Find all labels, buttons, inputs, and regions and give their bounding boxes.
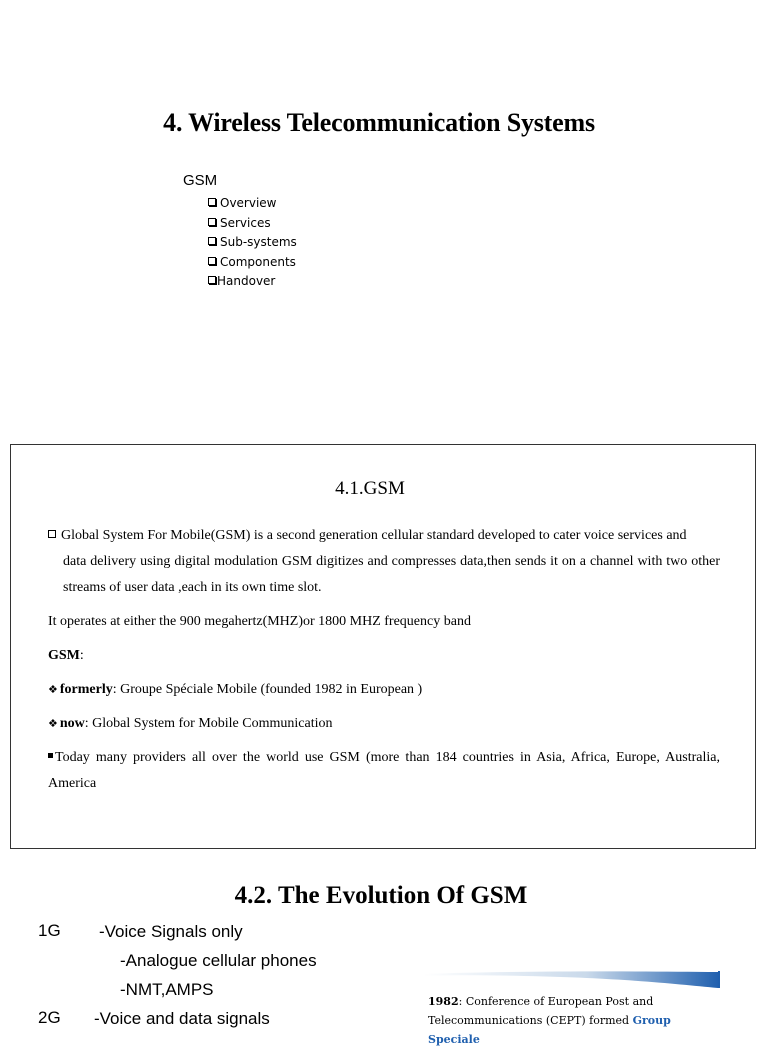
gsm-sublabel-colon: : <box>79 648 84 663</box>
topic-item <box>208 194 297 214</box>
checkbox-bullet-icon <box>48 530 56 538</box>
generation-detail: -Voice and data signals <box>94 1009 270 1028</box>
paragraph-continuation: data delivery using digital modulation GSM digitizes and compresses data,then sends it on a channel with two other streams of user data ,each in its own time slot. <box>63 554 720 595</box>
checkbox-bullet-icon <box>208 237 216 245</box>
generation-detail: -Voice Signals only <box>99 922 243 941</box>
checkbox-bullet-icon <box>208 257 216 265</box>
now-label: now <box>59 716 85 731</box>
gsm-sublabel-bold: GSM <box>48 648 80 663</box>
topic-item <box>208 214 297 234</box>
timeline-header-bar <box>424 970 722 988</box>
formerly-label: formerly <box>59 682 113 697</box>
checkbox-bullet-icon <box>208 218 216 226</box>
topic-item <box>208 253 297 273</box>
topic-label: Sub-systems <box>220 235 297 249</box>
topic-item <box>208 272 297 292</box>
providers-item <box>48 745 720 797</box>
frequency-text: It operates at either the 900 megahertz(MHZ)or 1800 MHZ frequency band <box>48 614 471 629</box>
topic-label: Components <box>220 254 296 269</box>
timeline-highlight: Group Speciale <box>428 1014 671 1046</box>
square-bullet-icon <box>48 753 53 758</box>
now-text: : Global System for Mobile Communication <box>84 716 333 731</box>
slide-title-evolution: 4.2. The Evolution Of GSM <box>234 882 528 909</box>
generation-detail: -NMT,AMPS <box>120 980 214 999</box>
topic-item <box>208 233 297 253</box>
timeline-card <box>424 968 724 1046</box>
slide-title-wireless: 4. Wireless Telecommunication Systems <box>163 108 595 137</box>
timeline-text-a: : Conference of European Post and <box>458 995 654 1008</box>
formerly-item <box>48 677 422 703</box>
timeline-text-b: Telecommunications (CEPT) formed <box>428 1014 633 1027</box>
topic-list <box>208 194 297 292</box>
checkbox-bullet-icon <box>208 198 216 206</box>
topic-label: Services <box>220 215 271 230</box>
timeline-text <box>428 992 724 1049</box>
gsm-heading: GSM <box>183 172 218 189</box>
checkbox-bullet-icon <box>208 276 216 284</box>
now-item <box>48 711 332 737</box>
paragraph-line: Global System For Mobile(GSM) is a second generation cellular standard developed to cater voice services and <box>61 528 687 543</box>
gsm-definition-paragraph <box>48 523 720 601</box>
generation-detail: -Analogue cellular phones <box>120 951 317 970</box>
topic-label: Overview <box>220 196 277 210</box>
diamond-bullet-icon: ❖ <box>48 683 58 696</box>
slide-title-gsm: 4.1.GSM <box>335 478 405 499</box>
topic-label: Handover <box>217 274 276 288</box>
timeline-year: 1982 <box>428 995 459 1008</box>
formerly-text: : Groupe Spéciale Mobile (founded 1982 in European ) <box>112 682 423 697</box>
generation-label-2g: 2G <box>38 1008 61 1027</box>
gsm-sublabel <box>48 643 84 669</box>
generation-label-1g: 1G <box>38 921 61 940</box>
diamond-bullet-icon: ❖ <box>48 717 58 730</box>
providers-text: Today many providers all over the world use GSM (more than 184 countries in Asia, Africa, Europe, Australia, America <box>48 750 720 791</box>
